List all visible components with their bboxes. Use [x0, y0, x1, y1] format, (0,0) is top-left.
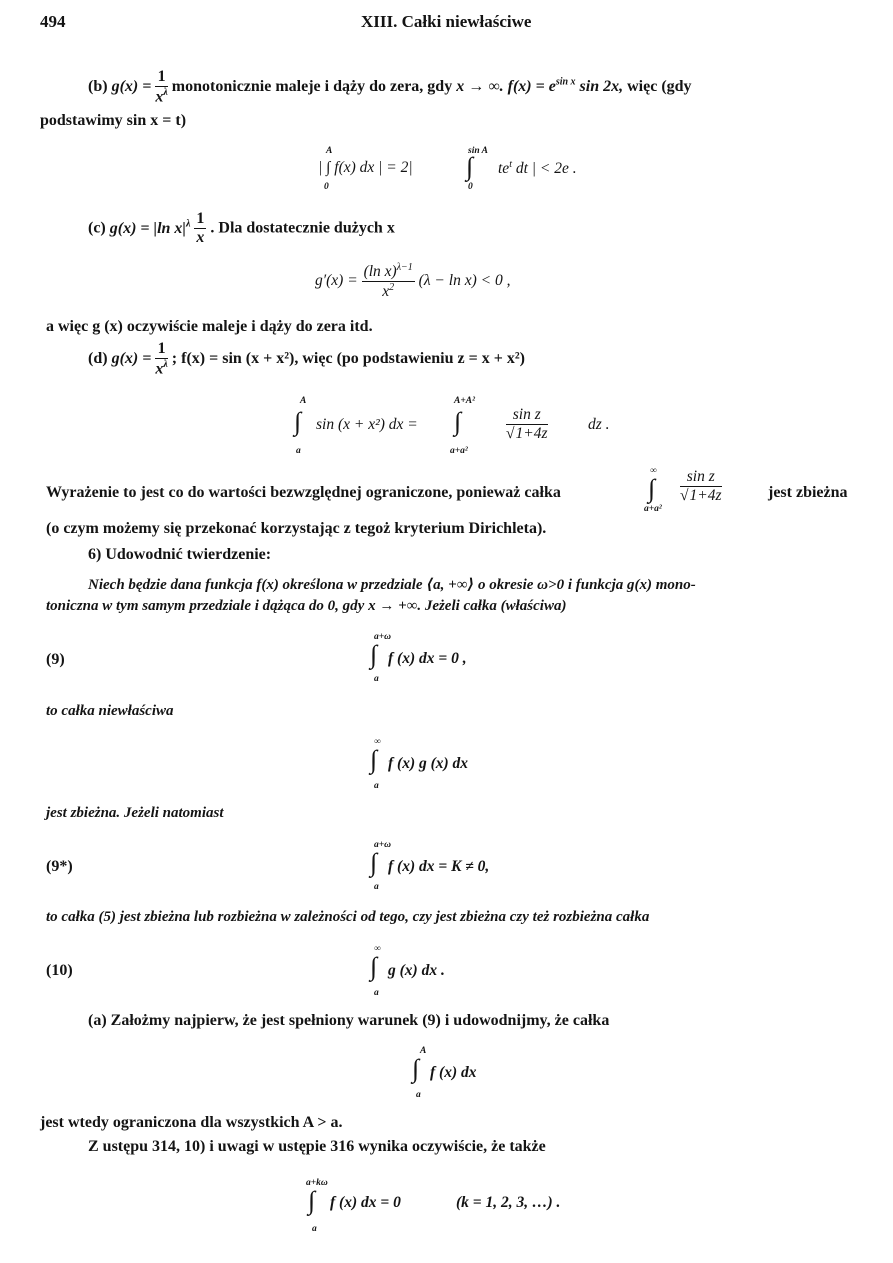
derivative-fraction [362, 262, 415, 301]
final-body: f (x) dx = 0 [330, 1194, 401, 1211]
part-d-label: (d) [88, 350, 108, 368]
part-b-f-def: $f(x) = e^{sin x}$ [507, 76, 576, 96]
fraction-denominator: x [196, 229, 205, 247]
integral-body: sin (x + x²) dx = [316, 416, 418, 433]
fraction-denominator: $x^2$ [382, 281, 395, 301]
chapter-title: XIII. Całki niewłaściwe [361, 12, 532, 31]
eq9s-label: (9*) [46, 858, 73, 875]
theorem-line2: toniczna w tym samym przedziale i dążąca do 0, gdy x → +∞. Jeżeli całka (właściwa) [46, 598, 567, 614]
lower-limit: 0 [324, 182, 329, 192]
part-c-g-def: g(x) = |ln $x|^\lambda$ [109, 218, 191, 237]
fraction-denominator: √1+4z [506, 424, 548, 442]
part-b-text1: monotonicznie maleje i dąży do zera, gdy [171, 78, 453, 96]
fraction-numerator: 1 [155, 340, 167, 359]
upper-limit: ∞ [650, 466, 657, 476]
part-b-fraction [155, 68, 167, 107]
part-c-conclusion: a więc g (x) oczywiście maleje i dąży do zera itd. [46, 318, 373, 335]
fraction-denominator: $x^\lambda$ [155, 359, 168, 378]
eq9-body: f (x) dx = 0 , [388, 650, 467, 667]
final-equation [306, 1178, 626, 1238]
expression-integral [644, 466, 774, 518]
lower-limit: a [374, 882, 379, 892]
eq9s [368, 840, 568, 894]
eq10-body: g (x) dx . [388, 962, 445, 979]
part-d-equation [290, 396, 620, 462]
problem6-heading: 6) Udowodnić twierdzenie: [88, 546, 272, 563]
lower-limit: a [296, 446, 301, 456]
then-text: to całka niewłaściwa [46, 703, 174, 719]
then2-text: to całka (5) jest zbieżna lub rozbieżna w zależności od tego, czy jest zbieżna czy też rozbieżna całka [46, 909, 650, 925]
expression-after: jest zbieżna [768, 484, 848, 501]
expression-text: Wyrażenie to jest co do wartości bezwzględnej ograniczone, ponieważ całka [46, 484, 561, 501]
integral-tail: dz . [588, 416, 610, 433]
lower-limit: a+a² [450, 446, 468, 456]
part-c-derivative [315, 262, 510, 301]
part-d-fraction [155, 340, 167, 379]
integral-sign: ∫ [466, 152, 474, 181]
page-number: 494 [40, 12, 66, 31]
integral-sign: ∫ [308, 1186, 316, 1215]
fraction-denominator: $x^\lambda$ [155, 87, 168, 106]
from-text: Z ustępu 314, 10) i uwagi w ustępie 316 wynika oczywiście, że także [88, 1138, 546, 1155]
proof-step-a: (a) Założmy najpierw, że jest spełniony warunek (9) i udowodnijmy, że całka [88, 1012, 610, 1029]
fraction-numerator: sin z [506, 406, 548, 425]
converges-text: jest zbieżna. Jeżeli natomiast [46, 805, 224, 821]
part-b-f-tail: sin 2x, [579, 78, 624, 96]
proof-integral-body: f (x) dx [430, 1064, 477, 1081]
integral-sign: ∫ [412, 1054, 420, 1083]
part-c-line [88, 210, 395, 248]
fraction-numerator: 1 [194, 210, 206, 229]
part-b-cond: x → ∞. [456, 78, 504, 96]
integral-sign: ∫ [370, 952, 378, 981]
part-b-label: (b) [88, 78, 108, 96]
lower-limit: 0 [468, 182, 473, 192]
fraction-numerator: sin z [680, 468, 722, 487]
integrand-fraction [506, 406, 548, 443]
integrand-fraction [680, 468, 722, 505]
eq9s-body: f (x) dx = K ≠ 0, [388, 858, 490, 875]
upper-limit: sin A [468, 146, 488, 156]
part-c-fraction [194, 210, 206, 248]
lower-limit: a+a² [644, 504, 662, 514]
eq9 [368, 632, 548, 686]
fraction-denominator: √1+4z [680, 486, 722, 504]
integral-sign: ∫ [370, 640, 378, 669]
upper-limit: a+ω [374, 840, 392, 850]
upper-limit: a+kω [306, 1178, 328, 1188]
equation-lhs: | ∫ f(x) dx | = 2| [318, 159, 413, 176]
lower-limit: a [416, 1090, 421, 1100]
part-b-line2: podstawimy sin x = t) [40, 112, 187, 129]
part-d-f-def: ; f(x) = sin (x + x²), więc (po podstawieniu z = x + x²) [171, 350, 525, 368]
derivative-tail: (λ − ln x) < 0 , [418, 272, 511, 290]
integral-fg [368, 737, 548, 795]
eq9-label: (9) [46, 651, 65, 668]
lower-limit: a [374, 988, 379, 998]
derivative-lhs: g′(x) = [315, 272, 358, 290]
part-b-text2: więc (gdy [627, 78, 692, 96]
integral-sign: ∫ [370, 745, 378, 774]
part-d-g-def: g(x) = [111, 350, 152, 368]
part-b-equation [318, 146, 618, 196]
upper-limit: A [326, 146, 333, 156]
integral-sign: ∫ [294, 407, 302, 436]
final-cond: (k = 1, 2, 3, …) . [456, 1194, 561, 1211]
fraction-numerator: 1 [155, 68, 167, 87]
part-c-label: (c) [88, 219, 106, 237]
upper-limit: a+ω [374, 632, 392, 642]
part-d-line [88, 340, 525, 379]
integral-sign: ∫ [454, 407, 462, 436]
part-b-line [88, 68, 692, 107]
integral-sign: ∫ [648, 474, 656, 503]
part-b-g-def: g(x) = [111, 78, 152, 96]
fraction-numerator: (ln x)$^{\lambda-1}$ [363, 262, 413, 281]
upper-limit: ∞ [374, 944, 381, 954]
proof-integral [410, 1046, 550, 1102]
eq10 [368, 944, 528, 1000]
integral-sign: ∫ [370, 848, 378, 877]
upper-limit: A+A² [454, 396, 475, 406]
integral-fg-body: f (x) g (x) dx [388, 755, 469, 772]
upper-limit: A [300, 396, 307, 406]
lower-limit: a [312, 1224, 317, 1234]
bounded-text: jest wtedy ograniczona dla wszystkich A > a. [40, 1114, 343, 1131]
lower-limit: a [374, 781, 379, 791]
theorem-line1: Niech będzie dana funkcja f(x) określona w przedziale ⟨a, +∞⟩ o okresie ω>0 i funkcja g(x) mono- [88, 577, 696, 593]
expression-line2: (o czym możemy się przekonać korzystając z tegoż kryterium Dirichleta). [46, 520, 547, 537]
equation-rhs: $te^t$ dt | < 2e . [498, 159, 577, 178]
eq10-label: (10) [46, 962, 73, 979]
part-c-text: . Dla dostatecznie dużych x [210, 219, 395, 237]
upper-limit: A [420, 1046, 427, 1056]
upper-limit: ∞ [374, 737, 381, 747]
lower-limit: a [374, 674, 379, 684]
